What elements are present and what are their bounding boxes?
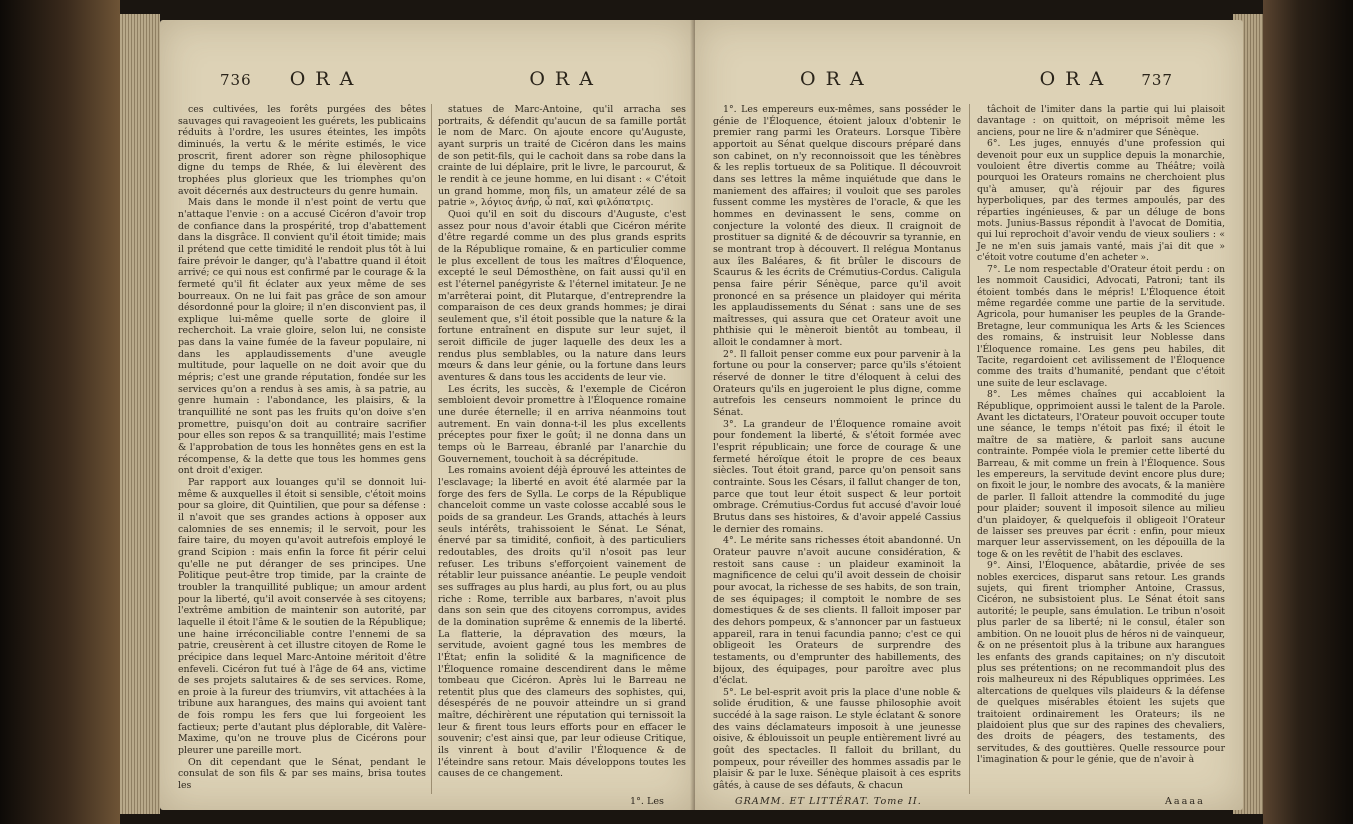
paragraph: 2°. Il falloit penser comme eux pour parvenir à la fortune ou pour la conserver; parce qu'ils s'étoient réservé de donner le titre d'éloquent à celui des Orateurs qu'ils en jugeroient le plus digne, comme autrefois les censeurs nommoient le prince du Sénat.: [713, 348, 961, 419]
text-column-2: [438, 104, 686, 780]
column-rule: [969, 104, 970, 794]
paragraph: Quoi qu'il en soit du discours d'Auguste, c'est assez pour nous d'avoir établi que Cicéron mérite d'être regardé comme un des plus grands esprits de la République romaine, & en particulier comme le plus excellent de tous les maîtres d'Éloquence, excepté le seul Démosthène, on fait aussi qu'il en est l'éternel panégyriste & l'éternel imitateur. Je ne m'arrêterai point, dit Plutarque, d'entreprendre la comparaison de ces deux grands hommes; je dirai seulement que, s'il étoit possible que la nature & la fortune entraînent en dispute sur leur sujet, il seroit difficile de juger laquelle des deux les a rendus plus semblables, ou la nature dans leurs mœurs & dans leur génie, ou la fortune dans leurs aventures & dans tous les accidents de leur vie.: [438, 208, 686, 384]
page-number: 736: [220, 71, 252, 89]
text-column-1: [178, 104, 426, 792]
page-edges-left: [120, 14, 160, 814]
paragraph: 8°. Les mêmes chaînes qui accabloient la République, opprimoient aussi le talent de la Parole. Avant les dictateurs, l'Orateur pouvoit occuper toute une séance, le temps n'étoit pas fixé; il étoit le maître de sa matière, & parloit sans aucune contrainte. Pompée viola le premier cette liberté du Barreau, & mit comme un frein à l'Éloquence. Sous les empereurs, la servitude devint encore plus dure; on fixoit le jour, le nombre des avocats, & la manière de parler. Il falloit attendre la commodité du juge pour plaider; souvent il imposoit silence au milieu d'un plaidoyer, & quelquefois il obligeoit l'Orateur de laisser ses preuves par écrit : enfin, pour mieux marquer leur asservissement, on les dépouilla de la toge & on les revêtit de l'habit des esclaves.: [977, 389, 1225, 560]
paragraph: 5°. Le bel-esprit avoit pris la place d'une noble & solide érudition, & une fausse philosophie avoit succédé à la sage raison. Le style éclatant & sonore des vains déclamateurs imposoit à une jeunesse oisive, & éblouissoit un peuple entièrement livré au goût des spectacles. Il falloit du brillant, du pompeux, pour réveiller des hommes assadis par le plaisir & par le luxe. Sénèque plaisoit à ces esprits gâtés, à cause de ses défauts, & chacun: [713, 686, 961, 792]
running-head: ORA: [529, 68, 603, 90]
page-number: 737: [1141, 71, 1173, 89]
left-page: [160, 20, 695, 810]
running-head: ORA: [1039, 68, 1114, 90]
footer-title: GRAMM. ET LITTÉRAT. Tome II.: [735, 796, 922, 807]
left-page-header: [220, 68, 603, 98]
text-column-1: [713, 104, 961, 792]
paragraph: 3°. La grandeur de l'Éloquence romaine avoit pour fondement la liberté, & s'étoit formée avec l'esprit républicain; une force de courage & une fermeté héroïque étoit le propre de ces beaux siècles. Tout étoit grand, parce qu'on pensoit sans contrainte. Sous les Césars, il fallut changer de ton, parce que tout leur étoit suspect & leur portoit ombrage. Crémutius-Cordus fut accusé d'avoir loué Brutus dans ses histoires, & d'avoir appelé Cassius le dernier des romains.: [713, 418, 961, 535]
book-cover-right: [1263, 0, 1353, 824]
running-head: ORA: [800, 68, 874, 90]
right-page-header: [800, 68, 1173, 98]
column-rule: [431, 104, 432, 794]
catchword: 1°. Les: [630, 796, 664, 807]
paragraph: tâchoit de l'imiter dans la partie qui lui plaisoit davantage : on quittoit, on méprisoit même les anciens, pour ne lire & n'admirer que Sénèque.: [977, 104, 1225, 138]
paragraph: 7°. Le nom respectable d'Orateur étoit perdu : on les nommoit Causidici, Advocati, Patroni; tant ils étoient tombés dans le mépris! L'Éloquence étoit même regardée comme une partie de la servitude. Agricola, pour humaniser les peuples de la Grande-Bretagne, leur communiqua les Arts & les Sciences des romains, & instruisit leur Noblesse dans l'Éloquence romaine. Les gens peu habiles, dit Tacite, regardoient cet avilissement de l'Éloquence comme des traits d'humanité, pendant que c'étoit une suite de leur esclavage.: [977, 263, 1225, 389]
paragraph: statues de Marc-Antoine, qu'il arracha ses portraits, & défendit qu'aucun de sa famille portât le nom de Marc. On ajoute encore qu'Auguste, ayant surpris un traité de Cicéron dans les mains de son petit-fils, qui le cachoit dans sa robe dans la crainte de lui déplaire, prit le livre, le parcourut, & le rendit à ce jeune homme, en lui disant : « C'étoit un grand homme, mon fils, un amateur zélé de sa patrie », λόγιος ἀνήρ, ὦ παῖ, καὶ φιλόπατρις.: [438, 104, 686, 209]
book-cover-left: [0, 0, 120, 824]
right-page: [695, 20, 1243, 810]
paragraph: Par rapport aux louanges qu'il se donnoit lui-même & auxquelles il étoit si sensible, c'étoit moins pour sa gloire, dit Quintilien, que pour sa défense : il n'avoit que ses grandes actions à opposer aux calomnies de ses ennemis; il le servoit, pour les faire taire, du moyen qu'avoit autrefois employé le grand Scipion : mais enfin la force fit périr celui qu'elle ne put déranger de ses principes. Une Politique peut-être trop timide, par la crainte de troubler la tranquillité publique; un amour ardent pour la liberté, qu'il avoit conservée à ses citoyens; l'extrême ambition de maintenir son autorité, par laquelle il étoit l'âme & le soutien de la République; une haine irréconciliable contre l'ennemi de sa patrie, creusèrent à cet illustre citoyen de Rome le précipice dans lequel Marc-Antoine méritoit d'être enfeveli. Cicéron fut tué à l'âge de 64 ans, victime de ses projets salutaires & de ses services. Rome, en proie à la fureur des triumvirs, vit attachées à la tribune aux harangues, des mains qui avoient tant de fois rompu les fers que lui forgeoient les factieux; perte d'autant plus déplorable, dit Valère-Maxime, qu'on ne trouve plus de Cicérons pour pleurer une pareille mort.: [178, 477, 426, 757]
paragraph: 1°. Les empereurs eux-mêmes, sans posséder le génie de l'Éloquence, étoient jaloux d'obtenir le premier rang parmi les Orateurs. Lorsque Tibère apportoit au Sénat quelque discours préparé dans son cabinet, on n'y reconnoissoit que les ténèbres & les replis tortueux de sa Politique. Il découvroit dans ses lettres la même inquiétude que dans le maniement des affaires; il vouloit que ses paroles fussent comme les mystères de l'oracle, & que les hommes en devinassent le sens, comme on conjecture la volonté des dieux. Il craignoit de prostituer sa dignité & de découvrir sa tyrannie, en se montrant trop à découvert. Il relégua Montanus aux îles Baléares, & fit brûler le discours de Scaurus & les écrits de Crémutius-Cordus. Caligula pensa faire périr Sénèque, parce qu'il avoit prononcé en sa présence un plaidoyer qui mérita les applaudissements du Sénat : sans une de ses maîtresses, qui assura que cet Orateur avoit une phthisie qui le mèneroit bientôt au tombeau, il alloit le condamner à mort.: [713, 104, 961, 349]
paragraph: 4°. Le mérite sans richesses étoit abandonné. Un Orateur pauvre n'avoit aucune considération, & restoit sans cause : un plaideur examinoit la magnificence de celui qu'il avoit dessein de choisir pour avocat, la richesse de ses habits, de son train, de ses équipages; il comptoit le nombre de ses domestiques & de ses clients. Il falloit imposer par des dehors pompeux, & s'annoncer par un fastueux appareil, rara in tenui facundia panno; c'est ce qui obligeoit les Orateurs de surprendre des testaments, ou d'emprunter des habillements, des bijoux, des équipages, pour paroître avec plus d'éclat.: [713, 535, 961, 687]
paragraph: Les écrits, les succès, & l'exemple de Cicéron sembloient devoir promettre à l'Éloquence romaine une durée éternelle; il en arriva néanmoins tout autrement. En vain donna-t-il les plus excellents préceptes pour fixer le goût; il ne donna dans un temps où le Barreau, ébranlé par l'anarchie du Gouvernement, touchoit à sa décrépitude.: [438, 383, 686, 465]
paragraph: ces cultivées, les forêts purgées des bêtes sauvages qui ravageoient les guérets, les publicains réduits à l'ordre, les usures éteintes, les impôts diminués, la vertu & le mérite estimés, le vice proscrit, firent adorer son règne philosophique digne du temps de Rhée, & lui élevèrent des trophées plus glorieux que les triomphes qu'on avoit décernés aux destructeurs du genre humain.: [178, 104, 426, 197]
running-head: ORA: [289, 68, 364, 90]
text-column-2: [977, 104, 1225, 766]
paragraph: Les romains avoient déjà éprouvé les atteintes de l'esclavage; la liberté en avoit été alarmée par la forge des fers de Sylla. Le corps de la République chanceloit comme un vaste colosse accablé sous le poids de sa grandeur. Les Grands, attachés à leurs seuls intérêts, trahissoient le Sénat. Le Sénat, énervé par sa timidité, confioit, à des particuliers redoutables, des droits qu'il n'osoit pas leur refuser. Les tribuns s'efforçoient vainement de rétablir leur puissance anéantie. Le peuple vendoit ses suffrages au plus hardi, au plus fort, ou au plus riche : Rome, terrible aux barbares, n'avoit plus dans son sein que des citoyens corrompus, avides de la domination suprême & ennemis de la liberté. La flatterie, la dépravation des mœurs, la servitude, avoient gagné tous les membres de l'État; enfin la solidité & la magnificence de l'Éloquence romaine descendirent dans le même tombeau que Cicéron. Après lui le Barreau ne retentit plus que des clameurs des sophistes, qui, désespérés de ne pouvoir atteindre un si grand maître, déchirèrent une réputation qui ternissoit la leur & firent tous leurs efforts pour en effacer le souvenir; c'est ainsi que, par leur odieuse Critique, ils vinrent à bout d'avilir l'Éloquence & de l'éteindre sans retour. Mais développons toutes les causes de ce changement.: [438, 465, 686, 780]
paragraph: On dit cependant que le Sénat, pendant le consulat de son fils & par ses mains, brisa toutes les: [178, 756, 426, 792]
paragraph: 6°. Les juges, ennuyés d'une profession qui devenoit pour eux un supplice depuis la monarchie, vouloient être divertis comme au Théâtre; voilà pourquoi les Orateurs romains ne cherchoient plus qu'à amuser, qu'à réjouir par des figures hyperboliques, par des termes ampoulés, par des réparties ingénieuses, & par un déluge de bons mots. Junius-Bassus répondit à l'avocat de Domitia, qui lui reprochoit d'avoir vendu de vieux souliers : « Je ne m'en suis jamais vanté, mais j'ai dit que » c'étoit votre coutume d'en acheter ».: [977, 138, 1225, 264]
paragraph: 9°. Ainsi, l'Éloquence, abâtardie, privée de ses nobles exercices, disparut sans retour. Les grands sujets, qui firent triompher Antoine, Crassus, Cicéron, ne subsistoient plus. Le Sénat étoit sans autorité; le peuple, sans émulation. Le tribun n'osoit plus parler de sa liberté; ni le consul, étaler son ambition. On ne louoit plus de héros ni de vainqueur, & on ne présentoit plus à la tribune aux harangues les enfants des grands capitaines; on n'y discutoit plus ses prétentions; on ne recommandoit plus des rois malheureux ni des Républiques opprimées. Les altercations de quelques vils plaideurs & la défense de quelques misérables étoient les sujets que traitoient ordinairement les Orateurs; ils ne plaidoient plus que sur des rapines des chevaliers, des droits de péagers, des testaments, des servitudes, & des gouttières. Quelle ressource pour l'imagination & pour le génie, que de n'avoir à: [977, 560, 1225, 766]
paragraph: Mais dans le monde il n'est point de vertu que n'attaque l'envie : on a accusé Cicéron d'avoir trop de confiance dans la prospérité, trop d'abattement dans la disgrâce. Il convient qu'il étoit timide; mais il prétend que cette timidité le rendoit plus tôt à lui faire prévoir le danger, qu'à l'abattre quand il étoit arrivé; ce qui nous est confirmé par le courage & la fermeté qu'il fit éclater aux yeux même de ses bourreaux. On ne lui fait pas grâce de son amour désordonné pour la gloire; il n'en disconvient pas, il explique lui-même quelle sorte de gloire il recherchoit. La vraie gloire, selon lui, ne consiste pas dans la vaine fumée de la faveur populaire, ni dans les applaudissements d'une aveugle multitude, pour laquelle on ne doit avoir que du mépris; c'est une grande réputation, fondée sur les services qu'on a rendus à ses amis, à sa patrie, au genre humain : l'abondance, les plaisirs, & la tranquillité ne sont pas les fruits qu'on doive s'en promettre, puisqu'on doit au contraire sacrifier pour elles son repos & sa tranquillité; mais l'estime & l'approbation de tous les honnêtes gens en est la récompense, & la dette que tous les hommes gens ont droit d'exiger.: [178, 197, 426, 477]
signature-mark: Aaaaa: [1165, 796, 1205, 807]
